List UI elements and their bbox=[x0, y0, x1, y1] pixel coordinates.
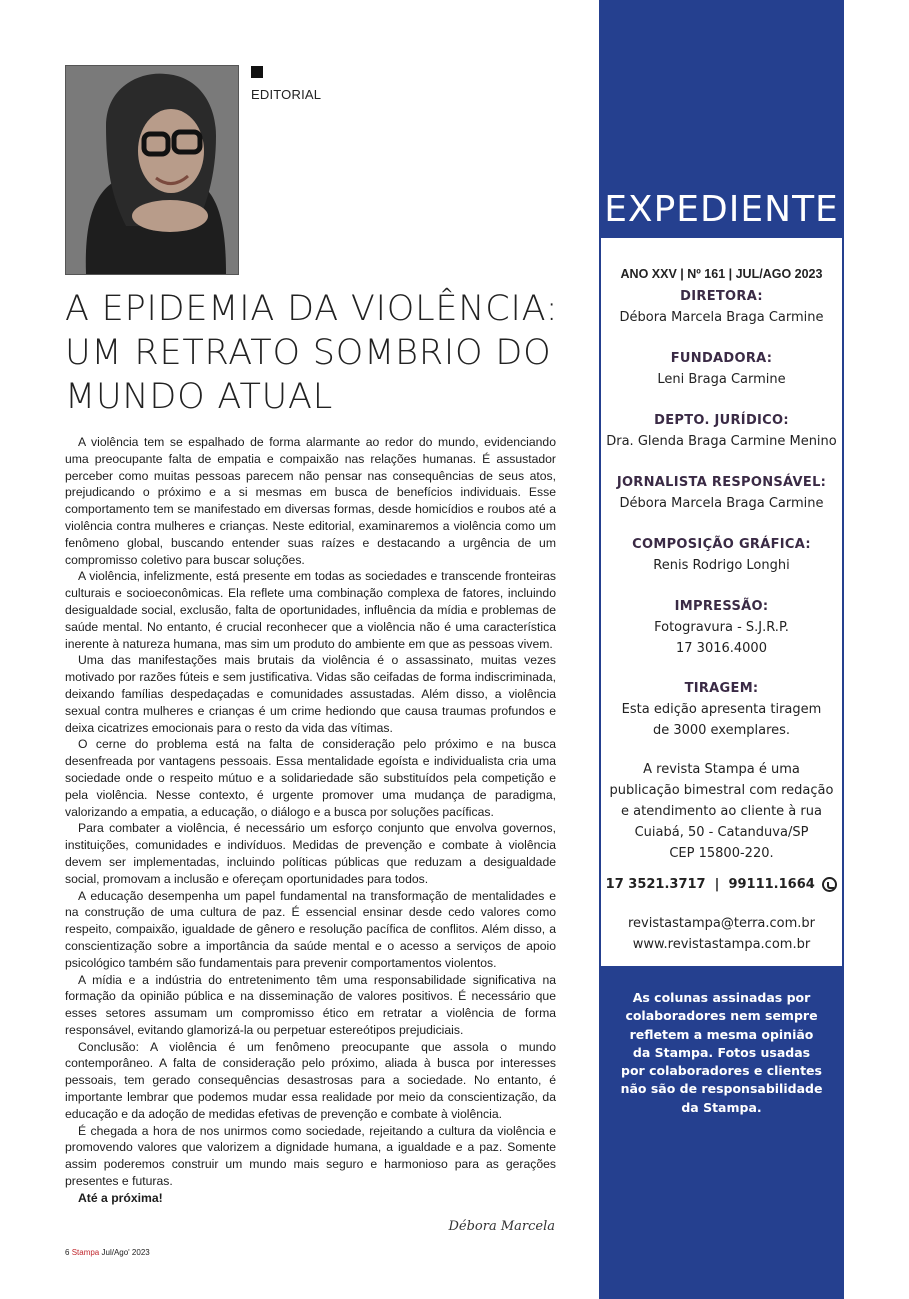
about-line: e atendimento ao cliente à rua bbox=[621, 804, 822, 819]
credit-label: JORNALISTA RESPONSÁVEL: bbox=[616, 475, 827, 490]
credit-juridico bbox=[601, 410, 842, 452]
expediente-box bbox=[601, 238, 842, 966]
issue-date: Jul/Ago' 2023 bbox=[101, 1248, 150, 1257]
author-portrait-illustration bbox=[66, 66, 238, 274]
paragraph: É chegada a hora de nos unirmos como sociedade, rejeitando a cultura da violência e promovendo valores que valorizem a dignidade humana, a igualdade e a paz. Somente assim poderemos construir um mundo mais seguro e harmonioso para as gerações presentes e futuras. bbox=[65, 1123, 556, 1189]
credit-label: COMPOSIÇÃO GRÁFICA: bbox=[632, 537, 811, 552]
magazine-brand: Stampa bbox=[71, 1248, 100, 1257]
paragraph: A mídia e a indústria do entretenimento têm uma responsabilidade significativa na formação da opinião pública e na disseminação de valores positivos. É necessário que esses setores assumam um compromisso ético em retratar a violência de forma responsável, evitando glamorizá-la ou perpetuar estereótipos prejudiciais. bbox=[65, 972, 556, 1037]
about-line: A revista Stampa é uma bbox=[643, 762, 800, 777]
credit-value: Débora Marcela Braga Carmine bbox=[619, 310, 824, 325]
paragraph: Uma das manifestações mais brutais da violência é o assassinato, muitas vezes motivado por razões fúteis e sem justificativa. Vidas são ceifadas de forma indiscriminada, deixando famílias despedaçadas e comunidades assustadas. Além disso, a violência sexual contra mulheres e crianças é um crime hediondo que causa traumas profundos e deixa cicatrizes emocionais para o resto da vida das vítimas. bbox=[65, 653, 556, 735]
credit-label: FUNDADORA: bbox=[670, 351, 773, 366]
author-photo bbox=[65, 65, 239, 275]
title-line: A EPIDEMIA DA VIOLÊNCIA: bbox=[65, 289, 559, 329]
credit-value: Dra. Glenda Braga Carmine Menino bbox=[606, 434, 837, 449]
email-link[interactable]: revistastampa@terra.com.br bbox=[627, 916, 816, 931]
credit-tiragem bbox=[601, 678, 842, 741]
credit-impressao bbox=[601, 596, 842, 659]
about-line: publicação bimestral com redação bbox=[609, 783, 834, 798]
credit-label: IMPRESSÃO: bbox=[674, 599, 769, 614]
credit-value: Renis Rodrigo Longhi bbox=[653, 558, 790, 573]
credit-jornalista bbox=[601, 472, 842, 514]
contact-info bbox=[601, 913, 842, 955]
about-line: Cuiabá, 50 - Catanduva/SP bbox=[634, 825, 809, 840]
credit-composicao bbox=[601, 534, 842, 576]
credit-value: de 3000 exemplares. bbox=[652, 723, 791, 738]
section-marker bbox=[251, 66, 263, 78]
expediente-title: EXPEDIENTE bbox=[604, 189, 839, 230]
credit-value: Débora Marcela Braga Carmine bbox=[619, 496, 824, 511]
section-label: EDITORIAL bbox=[251, 87, 322, 102]
author-signature: Débora Marcela bbox=[448, 1219, 555, 1234]
phone-text: 17 3521.3717 | 99111.1664 bbox=[605, 877, 815, 892]
credit-value: 17 3016.4000 bbox=[676, 641, 767, 656]
credit-label: TIRAGEM: bbox=[684, 681, 759, 696]
credit-fundadora bbox=[601, 348, 842, 390]
credit-label: DEPTO. JURÍDICO: bbox=[654, 413, 789, 428]
publication-about bbox=[601, 759, 842, 864]
title-line: UM RETRATO SOMBRIO DO bbox=[65, 333, 552, 373]
paragraph: A educação desempenha um papel fundamental na transformação de mentalidades e na construção de uma cultura de paz. É essencial ensinar desde cedo valores como respeito, compaixão, igualdade de gênero e resolução pacífica de conflitos. Além disso, a conscientização sobre a importância da saúde mental e o acesso a serviços de apoio psicológico também são fundamentais para prevenir comportamentos violentos. bbox=[65, 888, 556, 970]
page-number: 6 bbox=[65, 1248, 70, 1257]
article-title bbox=[65, 287, 585, 419]
about-line: CEP 15800-220. bbox=[669, 846, 774, 861]
issue-info: ANO XXV | Nº 161 | JUL/AGO 2023 bbox=[620, 267, 823, 281]
page-folio bbox=[65, 1248, 150, 1257]
website-link[interactable]: www.revistastampa.com.br bbox=[632, 937, 811, 952]
signoff: Até a próxima! bbox=[78, 1190, 163, 1205]
phone-numbers bbox=[601, 877, 842, 892]
credit-label: DIRETORA: bbox=[680, 289, 763, 304]
title-line: MUNDO ATUAL bbox=[65, 377, 334, 417]
credit-value: Fotogravura - S.J.R.P. bbox=[654, 620, 789, 635]
paragraph: O cerne do problema está na falta de consideração pelo próximo e na busca desenfreada por vantagens pessoais. Essa mentalidade egoísta e individualista cria uma sociedade onde o respeito mútuo e a solidariedade são substituídos pela competição e pela violência. Nesse contexto, é urgente promover uma mudança de paradigma, valorizando a empatia, a educação, o diálogo e a busca por soluções pacíficas. bbox=[65, 737, 556, 819]
paragraph: Para combater a violência, é necessário um esforço conjunto que envolva governos, instituições, comunidades e indivíduos. Medidas de prevenção e combate à violência devem ser implementadas, incluindo políticas públicas que reduzam a desigualdade social, promovam a inclusão e ofereçam oportunidades para todos. bbox=[65, 821, 556, 886]
whatsapp-icon bbox=[822, 877, 837, 892]
credit-directora bbox=[601, 286, 842, 328]
credit-value: Esta edição apresenta tiragem bbox=[621, 702, 822, 717]
credit-value: Leni Braga Carmine bbox=[657, 372, 786, 387]
article-body bbox=[65, 434, 556, 1207]
disclaimer-note: As colunas assinadas por colaboradores nem sempre refletem a mesma opinião da Stampa. Fotos usadas por colaboradores e clientes não são de responsabilidade da Stampa. bbox=[620, 990, 823, 1115]
paragraph: A violência tem se espalhado de forma alarmante ao redor do mundo, evidenciando uma preocupante falta de empatia e compaixão nas relações humanas. É assustador perceber como muitas pessoas parecem não pensar nas consequências de seus atos, prejudicando o próximo e a si mesmas em busca de benefícios individuais. Esse comportamento tem se manifestado em diversas formas, desde homicídios e roubos até a violência contra mulheres e crianças. Neste editorial, examinaremos a violência como um fenômeno global, buscando entender suas raízes e destacando a urgência de um compromisso coletivo para buscar soluções. bbox=[65, 435, 556, 567]
paragraph: Conclusão: A violência é um fenômeno preocupante que assola o mundo contemporâneo. A falta de consideração pelo próximo, aliada à busca por interesses pessoais, tem gerado consequências desastrosas para a sociedade. No entanto, é importante lembrar que podemos mudar essa realidade por meio da conscientização, da educação e da adoção de medidas efetivas de prevenção e combate à violência. bbox=[65, 1039, 556, 1121]
paragraph: A violência, infelizmente, está presente em todas as sociedades e transcende fronteiras culturais e socioeconômicas. Ela reflete uma combinação complexa de fatores, incluindo desigualdade social, exclusão, falta de oportunidades, influência da mídia e problemas de saúde mental. No entanto, é crucial reconhecer que a violência não é uma característica inerente à natureza humana, mas sim um produto do ambiente em que as pessoas vivem. bbox=[65, 569, 556, 651]
